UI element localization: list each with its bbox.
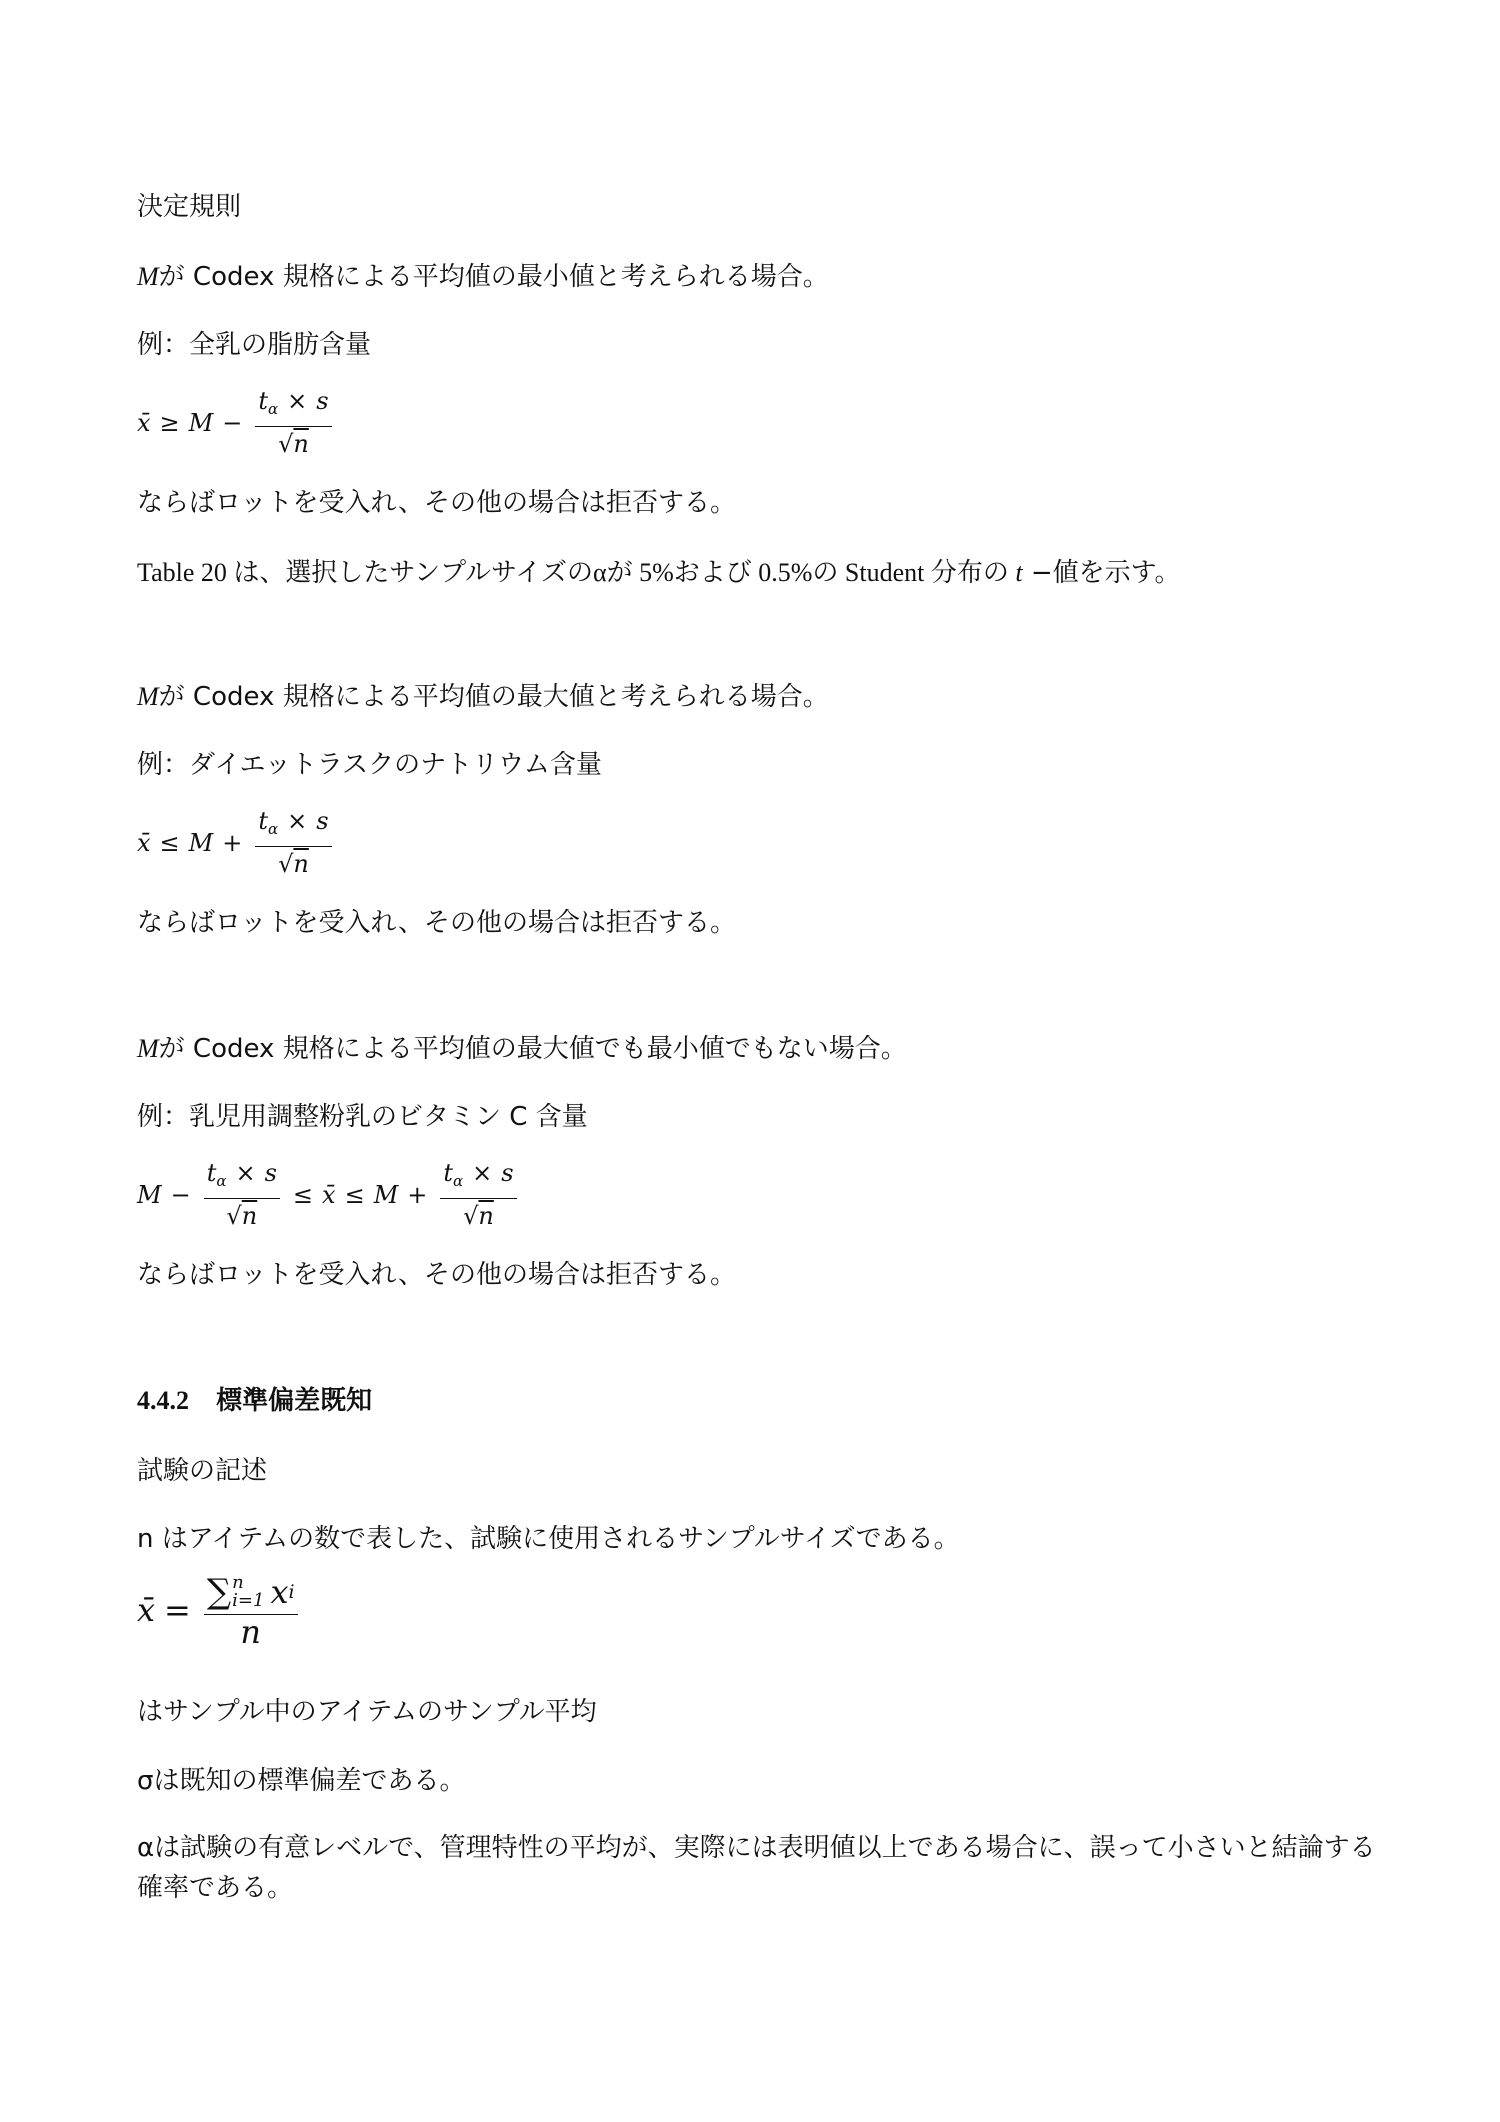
case-max-text: [137, 680, 829, 714]
formula-fraction: [440, 1160, 516, 1229]
formula-xbar: x̄: [137, 1590, 156, 1629]
sigma-description: σは既知の標準偏差である。: [137, 1766, 466, 1796]
formula-leq: ≤: [159, 828, 180, 857]
alpha-description: αは試験の有意レベルで、管理特性の平均が、実際には表明値以上である場合に、誤って小さいと結論する確率である。: [137, 1833, 1376, 1903]
formula-max: [137, 808, 336, 877]
formula-alpha: α: [453, 1172, 464, 1190]
formula-sum-lower: i=1: [232, 1590, 265, 1611]
formula-alpha: α: [216, 1172, 227, 1190]
formula-M: M: [373, 1180, 399, 1209]
formula-t: t: [206, 1159, 217, 1187]
example-max: 例：ダイエットラスクのナトリウム含量: [137, 750, 602, 780]
formula-sqrt: √: [463, 1202, 479, 1230]
formula-x: x: [270, 1573, 289, 1611]
formula-minus: −: [170, 1180, 191, 1209]
formula-times: ×: [287, 387, 308, 415]
mean-description: はサンプル中のアイテムのサンプル平均: [137, 1697, 597, 1727]
formula-equals: =: [164, 1590, 191, 1629]
test-description: 試験の記述: [137, 1456, 268, 1486]
accept-reject-2: ならばロットを受入れ、その他の場合は拒否する。: [137, 908, 737, 938]
table-note: [137, 556, 1181, 590]
formula-n: n: [478, 1202, 494, 1230]
formula-s: s: [316, 387, 329, 415]
formula-s: s: [264, 1159, 277, 1187]
formula-alpha: α: [268, 400, 279, 418]
formula-plus: +: [407, 1180, 428, 1209]
case-neither-text: [137, 1032, 907, 1066]
formula-t: t: [443, 1159, 454, 1187]
formula-geq: ≥: [159, 408, 180, 437]
formula-alpha: α: [268, 820, 279, 838]
formula-n: n: [293, 850, 309, 878]
formula-n: n: [293, 430, 309, 458]
formula-fraction: [204, 1572, 298, 1651]
formula-times: ×: [287, 807, 308, 835]
formula-plus: +: [222, 828, 243, 857]
section-number: 4.4.2: [137, 1386, 189, 1415]
formula-xbar: x̄: [322, 1180, 336, 1209]
formula-times: ×: [472, 1159, 493, 1187]
formula-i: i: [288, 1581, 295, 1603]
formula-n: n: [240, 1613, 262, 1651]
accept-reject-3: ならばロットを受入れ、その他の場合は拒否する。: [137, 1260, 737, 1290]
table-note-part1: Table 20 は、選択したサンプルサイズのαが 5%および 0.5%の Student 分布の: [137, 558, 1016, 587]
formula-t: t: [258, 387, 268, 415]
n-description: n はアイテムの数で表した、試験に使用されるサンプルサイズである。: [137, 1524, 960, 1554]
formula-fraction: [255, 388, 331, 457]
formula-n: n: [241, 1202, 258, 1230]
section-heading: [137, 1384, 372, 1418]
formula-fraction: [255, 808, 331, 877]
formula-s: s: [316, 807, 329, 835]
formula-minus: −: [222, 408, 243, 437]
case-min-body: が Codex 規格による平均値の最小値と考えられる場合。: [158, 262, 829, 292]
formula-times: ×: [235, 1159, 256, 1187]
formula-M: M: [137, 1180, 162, 1209]
formula-sum-upper: n: [232, 1572, 244, 1593]
formula-sqrt: √: [278, 850, 294, 878]
formula-fraction: [204, 1160, 280, 1229]
formula-t: t: [258, 807, 268, 835]
case-max-body: が Codex 規格による平均値の最大値と考えられる場合。: [158, 682, 829, 712]
formula-mean: [137, 1572, 302, 1651]
case-min-text: [137, 260, 829, 294]
formula-leq: ≤: [292, 1180, 314, 1209]
formula-sqrt: √: [278, 430, 294, 458]
formula-sum: ∑: [206, 1572, 232, 1612]
case-neither-var: M: [137, 1034, 159, 1063]
formula-min: [137, 388, 336, 457]
formula-leq: ≤: [344, 1180, 365, 1209]
section-title: 標準偏差既知: [216, 1386, 373, 1416]
example-min: 例：全乳の脂肪含量: [137, 330, 372, 360]
formula-xbar: x̄: [137, 408, 151, 437]
formula-neither: [137, 1160, 521, 1229]
formula-s: s: [501, 1159, 514, 1187]
accept-reject-1: ならばロットを受入れ、その他の場合は拒否する。: [137, 488, 737, 518]
formula-sqrt: √: [226, 1202, 242, 1230]
table-note-part2: −値を示す。: [1022, 558, 1181, 588]
decision-rule-heading: 決定規則: [137, 192, 242, 222]
case-min-var: M: [137, 262, 159, 291]
case-neither-body: が Codex 規格による平均値の最大値でも最小値でもない場合。: [158, 1034, 907, 1064]
formula-M: M: [188, 828, 214, 857]
table-note-t: t: [1015, 558, 1023, 587]
case-max-var: M: [137, 682, 159, 711]
formula-xbar: x̄: [137, 828, 151, 857]
formula-M: M: [188, 408, 214, 437]
example-neither: 例：乳児用調整粉乳のビタミン C 含量: [137, 1102, 588, 1132]
